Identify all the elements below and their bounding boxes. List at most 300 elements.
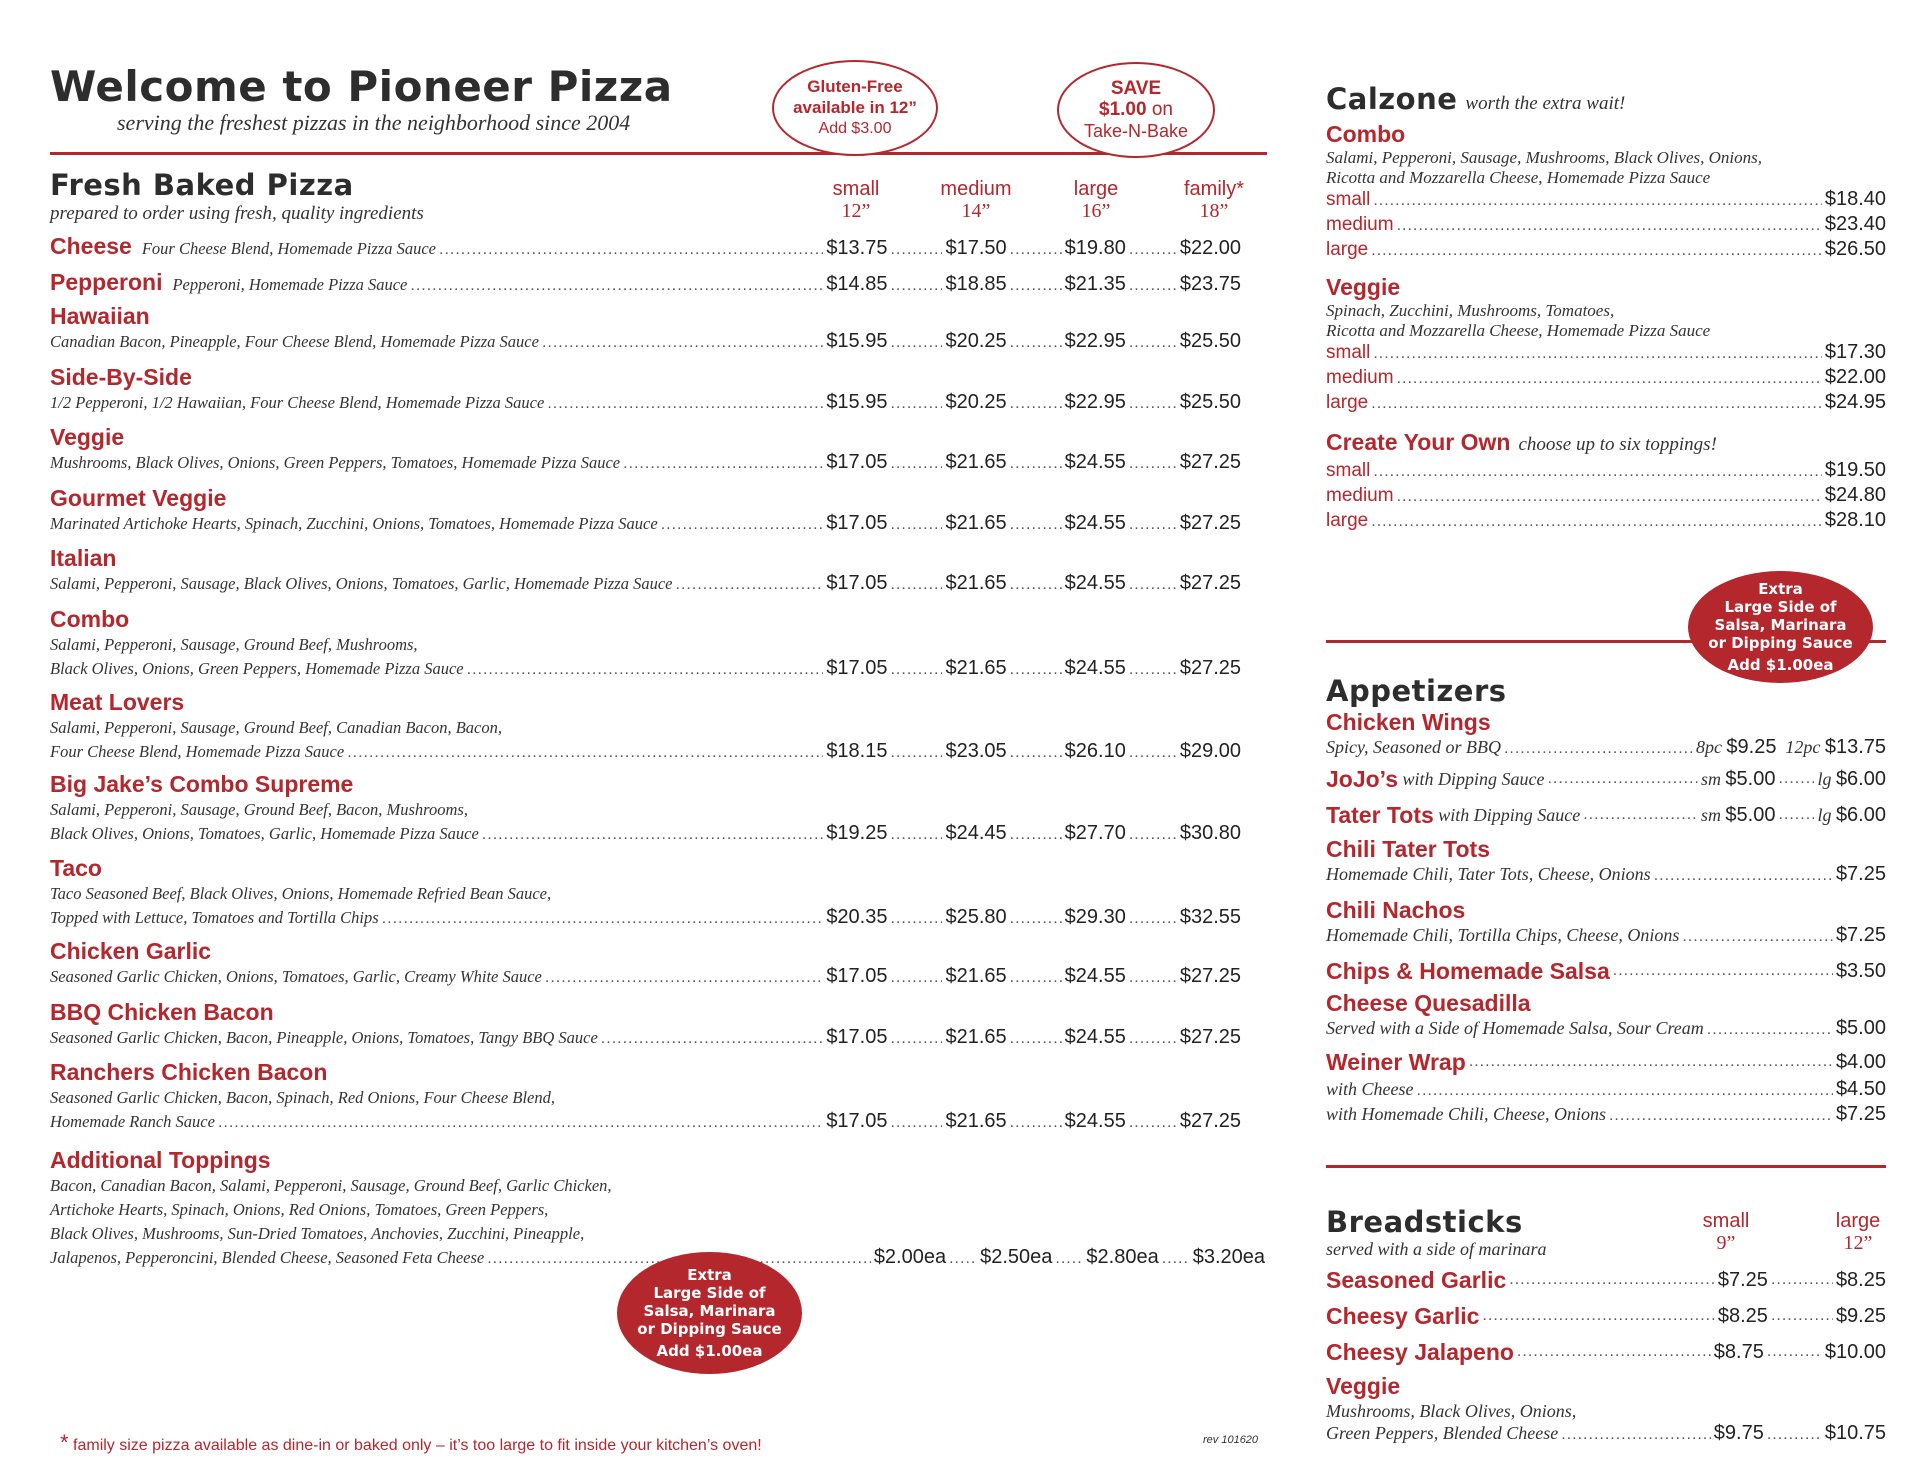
breadsticks-heading: Breadsticks — [1326, 1205, 1523, 1239]
price-medium: $21.65 — [945, 657, 1007, 679]
size-label: medium — [1326, 485, 1394, 506]
leader-dots — [1417, 1082, 1833, 1100]
size-label: small — [1702, 1210, 1750, 1232]
leader-dots — [1129, 395, 1177, 413]
price-large: $10.75 — [1824, 1422, 1886, 1444]
size-label: large — [1326, 239, 1369, 260]
pizza-row — [50, 1110, 1241, 1138]
leader-dots — [1469, 1053, 1833, 1071]
pizza-row — [50, 740, 1241, 768]
pizza-name: Veggie — [50, 424, 125, 450]
appetizer-name: JoJo’s — [1326, 766, 1399, 792]
leader-dots — [1482, 1307, 1714, 1325]
gluten-free-badge — [772, 60, 938, 156]
pizza-desc-line: Salami, Pepperoni, Sausage, Ground Beef, Bacon, Mushrooms, — [50, 800, 468, 819]
breadstick-row — [1326, 1422, 1886, 1447]
size-header-large — [1808, 1210, 1908, 1254]
pizza-item — [50, 484, 1250, 540]
badge-line: Extra — [687, 1266, 732, 1284]
leader-dots — [890, 455, 942, 473]
leader-dots — [1129, 910, 1177, 928]
leader-dots — [890, 1114, 942, 1132]
pizza-item — [50, 232, 1250, 260]
toppings-line: Black Olives, Mushrooms, Sun-Dried Tomatoes, Anchovies, Zucchini, Pineapple, — [50, 1224, 585, 1243]
pizza-name: Cheese — [50, 233, 132, 259]
price-medium: $20.25 — [945, 391, 1007, 413]
qty-label: sm — [1700, 804, 1721, 825]
pizza-desc-line: Taco Seasoned Beef, Black Olives, Onions, Homemade Refried Bean Sauce, — [50, 884, 552, 903]
save-amount: $1.00 — [1099, 99, 1147, 120]
pizza-row — [50, 330, 1241, 358]
calzone-price-row — [1326, 391, 1886, 416]
leader-dots — [1504, 740, 1693, 758]
leader-dots — [1129, 1030, 1177, 1048]
appetizer-name: Chicken Wings — [1326, 709, 1491, 735]
leader-dots — [1767, 1343, 1822, 1361]
pizza-item — [50, 268, 1250, 296]
price-large: $21.35 — [1064, 273, 1126, 295]
price: $5.00 — [1725, 803, 1776, 826]
qty-label: lg — [1817, 768, 1832, 789]
price-medium: $18.85 — [945, 273, 1007, 295]
price: $5.00 — [1835, 1017, 1886, 1039]
size-label: large — [1835, 1210, 1881, 1232]
size-label: large — [1326, 510, 1369, 531]
badge-price: Add $1.00ea — [1727, 656, 1834, 674]
pizza-desc: Black Olives, Onions, Green Peppers, Homemade Pizza Sauce — [50, 659, 464, 678]
appetizer-row — [1326, 736, 1886, 761]
leader-dots — [1129, 455, 1177, 473]
price-small: $19.25 — [826, 822, 888, 844]
size-label: large — [1073, 178, 1119, 200]
appetizer-row — [1326, 1046, 1886, 1078]
price-large: $24.55 — [1064, 512, 1126, 534]
price-large: $9.25 — [1835, 1304, 1886, 1327]
pizza-desc-line: Seasoned Garlic Chicken, Bacon, Spinach, Red Onions, Four Cheese Blend, — [50, 1088, 555, 1107]
calzone-heading — [1326, 82, 1886, 116]
pizza-item — [50, 998, 1250, 1054]
leader-dots — [382, 910, 824, 928]
item-title: Create Your Own — [1326, 429, 1511, 455]
badge-line: Salsa, Marinara — [1714, 616, 1847, 634]
breadstick-name: Veggie — [1326, 1373, 1401, 1399]
price: $4.50 — [1835, 1078, 1886, 1100]
price-family: $25.50 — [1179, 391, 1241, 413]
pizza-row — [50, 451, 1241, 479]
leader-dots — [890, 910, 942, 928]
leader-dots — [218, 1114, 823, 1132]
price-large: $22.95 — [1064, 391, 1126, 413]
pizza-desc: 1/2 Pepperoni, 1/2 Hawaiian, Four Cheese Blend, Homemade Pizza Sauce — [50, 393, 545, 412]
calzone-tagline: worth the extra wait! — [1465, 93, 1626, 114]
leader-dots — [1613, 962, 1833, 980]
appetizers-heading: Appetizers — [1326, 674, 1507, 708]
calzone-item-desc: Ricotta and Mozzarella Cheese, Homemade Pizza Sauce — [1326, 321, 1711, 340]
extra-sauce-badge — [1688, 571, 1873, 683]
leader-dots — [890, 516, 942, 534]
price: $9.25 — [1726, 736, 1777, 758]
price-family: $22.00 — [1179, 237, 1241, 259]
leader-dots — [1010, 516, 1062, 534]
leader-dots — [1010, 576, 1062, 594]
appetizer-tag: with Dipping Sauce — [1438, 804, 1581, 825]
price-small: $13.75 — [826, 237, 888, 259]
appetizers-section — [1326, 674, 1886, 1128]
price: $7.25 — [1835, 863, 1886, 885]
price-family: $23.75 — [1179, 273, 1241, 295]
leader-dots — [1778, 806, 1814, 824]
price-small: $17.05 — [826, 657, 888, 679]
calzone-price-row — [1326, 509, 1886, 534]
leader-dots — [1010, 277, 1062, 295]
price-family: $27.25 — [1179, 1026, 1241, 1048]
leader-dots — [1129, 661, 1177, 679]
breadsticks-sub: served with a side of marinara — [1326, 1239, 1547, 1259]
leader-dots — [1055, 1250, 1083, 1268]
pizza-name: Combo — [50, 606, 130, 632]
leader-dots — [1010, 334, 1062, 352]
toppings-line: Bacon, Canadian Bacon, Salami, Pepperoni, Sausage, Ground Beef, Garlic Chicken, — [50, 1176, 612, 1195]
pizza-name: Ranchers Chicken Bacon — [50, 1059, 328, 1085]
price-large: $22.95 — [1064, 330, 1126, 352]
pizza-section-subheading: prepared to order using fresh, quality ingredients — [50, 203, 424, 224]
save-line1: SAVE — [1110, 78, 1162, 99]
price-large: $24.55 — [1064, 572, 1126, 594]
badge-line: or Dipping Sauce — [1708, 634, 1853, 652]
leader-dots — [1707, 1021, 1833, 1039]
calzone-item-name: Veggie — [1326, 274, 1401, 300]
leader-dots — [1371, 242, 1822, 260]
pizza-name: Taco — [50, 855, 102, 881]
pizza-name: Side-By-Side — [50, 364, 192, 390]
pizza-row — [50, 391, 1241, 419]
size-inches: 9” — [1716, 1232, 1736, 1254]
appetizer-desc: Spicy, Seasoned or BBQ — [1326, 737, 1501, 757]
appetizer-row — [1326, 924, 1886, 949]
price-small: $17.05 — [826, 1026, 888, 1048]
leader-dots — [439, 241, 823, 259]
calzone-price-row — [1326, 188, 1886, 213]
item-tag: choose up to six toppings! — [1518, 434, 1717, 455]
price-family: $27.25 — [1179, 572, 1241, 594]
leader-dots — [1397, 488, 1822, 506]
qty-label: sm — [1700, 768, 1721, 789]
leader-dots — [601, 1030, 824, 1048]
leader-dots — [890, 661, 942, 679]
leader-dots — [1373, 192, 1821, 210]
price-medium: $21.65 — [945, 1110, 1007, 1132]
breadstick-row — [1326, 1298, 1886, 1334]
price: $7.25 — [1835, 924, 1886, 946]
leader-dots — [1771, 1307, 1833, 1325]
pizza-desc: Seasoned Garlic Chicken, Bacon, Pineapple, Onions, Tomatoes, Tangy BBQ Sauce — [50, 1028, 598, 1047]
price-medium: $23.05 — [945, 740, 1007, 762]
pizza-section-heading: Fresh Baked Pizza — [50, 168, 354, 202]
price: $22.00 — [1824, 366, 1886, 388]
appetizer-desc: Homemade Chili, Tortilla Chips, Cheese, Onions — [1326, 925, 1680, 945]
leader-dots — [623, 455, 823, 473]
calzone-price-row — [1326, 238, 1886, 263]
calzone-item-desc: Ricotta and Mozzarella Cheese, Homemade Pizza Sauce — [1326, 168, 1711, 187]
price-medium: $21.65 — [945, 572, 1007, 594]
leader-dots — [1654, 867, 1833, 885]
leader-dots — [890, 969, 942, 987]
leader-dots — [1371, 513, 1822, 531]
leader-dots — [1129, 576, 1177, 594]
gluten-line1: Gluten-Free — [807, 77, 903, 96]
price-small: $14.85 — [826, 273, 888, 295]
calzone-item-name — [1326, 428, 1886, 459]
leader-dots — [1010, 1030, 1062, 1048]
revision-code: rev 101620 — [1203, 1434, 1259, 1446]
pizza-row — [50, 822, 1241, 850]
pizza-item — [50, 937, 1250, 993]
price-small: $17.05 — [826, 1110, 888, 1132]
calzone-item-name: Combo — [1326, 121, 1406, 147]
price-large: $24.55 — [1064, 1110, 1126, 1132]
leader-dots — [542, 334, 823, 352]
page-subtitle: serving the freshest pizzas in the neighborhood since 2004 — [117, 110, 631, 135]
leader-dots — [1561, 1426, 1711, 1444]
pizza-desc: Four Cheese Blend, Homemade Pizza Sauce — [141, 239, 437, 258]
leader-dots — [1010, 395, 1062, 413]
pizza-name: Gourmet Veggie — [50, 485, 227, 511]
pizza-row — [50, 906, 1241, 934]
price-medium: $20.25 — [945, 330, 1007, 352]
leader-dots — [545, 969, 823, 987]
qty-label: lg — [1817, 804, 1832, 825]
pizza-row — [50, 657, 1241, 685]
appetizer-row — [1326, 953, 1886, 989]
breadsticks-list — [1326, 1262, 1886, 1447]
price: $28.10 — [1824, 509, 1886, 531]
breadstick-name: Seasoned Garlic — [1326, 1267, 1507, 1293]
price-family: $27.25 — [1179, 1110, 1241, 1132]
pizza-name: Big Jake’s Combo Supreme — [50, 771, 354, 797]
qty-label: 12pc — [1785, 737, 1821, 757]
calzone-section — [1326, 82, 1886, 534]
size-label: small — [1326, 460, 1371, 481]
toppings-line: Artichoke Hearts, Spinach, Onions, Red Onions, Tomatoes, Green Peppers, — [50, 1200, 549, 1219]
breadstick-row — [1326, 1262, 1886, 1298]
breadstick-name: Cheesy Jalapeno — [1326, 1339, 1514, 1365]
pizza-row — [50, 512, 1241, 540]
page-title: Welcome to Pioneer Pizza — [50, 62, 673, 111]
calzone-price-row — [1326, 484, 1886, 509]
price-small: $17.05 — [826, 965, 888, 987]
price-medium: $24.45 — [945, 822, 1007, 844]
price-small: $18.15 — [826, 740, 888, 762]
pizza-desc: Black Olives, Onions, Tomatoes, Garlic, Homemade Pizza Sauce — [50, 824, 479, 843]
pizza-desc: Mushrooms, Black Olives, Onions, Green Peppers, Tomatoes, Homemade Pizza Sauce — [50, 453, 621, 472]
pizza-name: BBQ Chicken Bacon — [50, 999, 274, 1025]
appetizer-name: Tater Tots — [1326, 802, 1434, 828]
pizza-item — [50, 605, 1250, 685]
price: $6.00 — [1835, 767, 1886, 790]
pizza-desc: Four Cheese Blend, Homemade Pizza Sauce — [50, 742, 345, 761]
price-family: $29.00 — [1179, 740, 1241, 762]
leader-dots — [410, 277, 823, 295]
leader-dots — [347, 744, 823, 762]
pizza-desc-line: Salami, Pepperoni, Sausage, Ground Beef, Mushrooms, — [50, 635, 418, 654]
price: $5.00 — [1725, 767, 1776, 790]
leader-dots — [890, 277, 942, 295]
size-label: small — [1326, 342, 1371, 363]
pizza-desc: Pepperoni, Homemade Pizza Sauce — [172, 275, 408, 294]
leader-dots — [1010, 826, 1062, 844]
appetizer-row — [1326, 1078, 1886, 1103]
price-large: $19.80 — [1064, 237, 1126, 259]
price-large: $27.70 — [1064, 822, 1126, 844]
pizza-item — [50, 1058, 1250, 1138]
leader-dots — [1010, 744, 1062, 762]
price-family: $25.50 — [1179, 330, 1241, 352]
leader-dots — [1162, 1250, 1190, 1268]
price: $24.95 — [1824, 391, 1886, 413]
breadstick-desc: Green Peppers, Blended Cheese — [1326, 1423, 1559, 1443]
calzone-price-row — [1326, 366, 1886, 391]
price-small: $17.05 — [826, 451, 888, 473]
size-label: medium — [1326, 367, 1394, 388]
price: $7.25 — [1835, 1103, 1886, 1125]
toppings-title: Additional Toppings — [50, 1147, 271, 1173]
appetizer-row — [1326, 1017, 1886, 1042]
pizza-row — [50, 232, 1241, 260]
appetizer-name: Chili Nachos — [1326, 897, 1466, 923]
topping-price-family: $3.20ea — [1192, 1246, 1265, 1268]
leader-dots — [1129, 277, 1177, 295]
price-large: $24.55 — [1064, 965, 1126, 987]
price-large: $10.00 — [1824, 1340, 1886, 1363]
pizza-desc: Salami, Pepperoni, Sausage, Black Olives, Onions, Tomatoes, Garlic, Homemade Pizza Sauce — [50, 574, 673, 593]
price-small: $8.75 — [1713, 1340, 1764, 1363]
additional-toppings — [50, 1146, 1265, 1274]
leader-dots — [890, 1030, 942, 1048]
leader-dots — [1517, 1343, 1711, 1361]
price-small: $15.95 — [826, 330, 888, 352]
price-large: $24.55 — [1064, 657, 1126, 679]
size-label: medium — [940, 178, 1012, 200]
pizza-desc-line: Salami, Pepperoni, Sausage, Ground Beef, Canadian Bacon, Bacon, — [50, 718, 503, 737]
leader-dots — [1767, 1426, 1822, 1444]
save-line3: Take-N-Bake — [1083, 121, 1189, 141]
price: $18.40 — [1824, 188, 1886, 210]
price-small: $15.95 — [826, 391, 888, 413]
appetizer-row — [1326, 863, 1886, 888]
leader-dots — [547, 395, 823, 413]
price-medium: $21.65 — [945, 1026, 1007, 1048]
leader-dots — [890, 826, 942, 844]
appetizer-option: with Cheese — [1326, 1079, 1414, 1099]
leader-dots — [1010, 910, 1062, 928]
size-label: small — [832, 178, 880, 200]
leader-dots — [1010, 455, 1062, 473]
price: $17.30 — [1824, 341, 1886, 363]
topping-price-medium: $2.50ea — [980, 1246, 1053, 1268]
footnote-text: family size pizza available as dine-in or baked only – it’s too large to fit inside your kitchen’s oven! — [73, 1437, 762, 1454]
size-inches: 14” — [961, 200, 991, 222]
badge-price: Add $1.00ea — [656, 1342, 763, 1360]
badge-line: or Dipping Sauce — [637, 1320, 782, 1338]
leader-dots — [890, 334, 942, 352]
price: $3.50 — [1835, 959, 1886, 982]
pizza-desc: Canadian Bacon, Pineapple, Four Cheese Blend, Homemade Pizza Sauce — [50, 332, 539, 351]
size-label: family* — [1183, 178, 1244, 200]
size-header-medium — [916, 178, 1036, 222]
leader-dots — [1771, 1271, 1833, 1289]
leader-dots — [1583, 806, 1698, 824]
price-large: $29.30 — [1064, 906, 1126, 928]
size-label: small — [1326, 189, 1371, 210]
size-label: medium — [1326, 214, 1394, 235]
calzone-price-row — [1326, 341, 1886, 366]
badge-line: Extra — [1758, 580, 1803, 598]
leader-dots — [1010, 969, 1062, 987]
topping-price-large: $2.80ea — [1086, 1246, 1159, 1268]
price-small: $8.25 — [1717, 1304, 1768, 1327]
section-divider — [1326, 1165, 1886, 1168]
header-divider — [50, 152, 1267, 155]
pizza-row — [50, 965, 1241, 993]
calzone-price-row — [1326, 213, 1886, 238]
price-large: $24.55 — [1064, 451, 1126, 473]
badge-line: Salsa, Marinara — [643, 1302, 776, 1320]
leader-dots — [890, 744, 942, 762]
price-family: $27.25 — [1179, 512, 1241, 534]
appetizer-name: Chips & Homemade Salsa — [1326, 958, 1610, 984]
appetizer-name: Cheese Quesadilla — [1326, 990, 1531, 1016]
pizza-name: Meat Lovers — [50, 689, 185, 715]
leader-dots — [1682, 928, 1833, 946]
leader-dots — [1010, 241, 1062, 259]
pizza-desc: Marinated Artichoke Hearts, Spinach, Zucchini, Onions, Tomatoes, Homemade Pizza Sauce — [50, 514, 658, 533]
save-on: on — [1146, 99, 1173, 120]
price-medium: $21.65 — [945, 451, 1007, 473]
appetizer-tag: with Dipping Sauce — [1402, 768, 1545, 789]
pizza-item — [50, 423, 1250, 479]
calzone-item-desc: Spinach, Zucchini, Mushrooms, Tomatoes, — [1326, 301, 1615, 320]
price: $13.75 — [1824, 736, 1886, 758]
leader-dots — [1129, 1114, 1177, 1132]
breadstick-name: Cheesy Garlic — [1326, 1303, 1480, 1329]
appetizer-desc: Served with a Side of Homemade Salsa, Sour Cream — [1326, 1018, 1704, 1038]
price-large: $26.10 — [1064, 740, 1126, 762]
leader-dots — [1129, 241, 1177, 259]
pizza-row — [50, 572, 1241, 600]
price-large: $24.55 — [1064, 1026, 1126, 1048]
leader-dots — [1373, 463, 1821, 481]
price-small: $9.75 — [1713, 1422, 1764, 1444]
price-large: $8.25 — [1835, 1268, 1886, 1291]
leader-dots — [1129, 744, 1177, 762]
price: $24.80 — [1824, 484, 1886, 506]
appetizer-name: Chili Tater Tots — [1326, 836, 1490, 862]
appetizer-row — [1326, 761, 1886, 797]
badge-line: Large Side of — [1724, 598, 1837, 616]
calzone-price-row — [1326, 459, 1886, 484]
price-small: $17.05 — [826, 572, 888, 594]
calzone-item-desc: Salami, Pepperoni, Sausage, Mushrooms, Black Olives, Onions, — [1326, 148, 1762, 167]
pizza-row — [50, 1026, 1241, 1054]
breadsticks-section — [1326, 1205, 1886, 1260]
leader-dots — [1547, 770, 1697, 788]
breadstick-row — [1326, 1334, 1886, 1370]
toppings-line: Jalapenos, Pepperoncini, Blended Cheese, Seasoned Feta Cheese — [50, 1248, 485, 1267]
leader-dots — [1609, 1107, 1833, 1125]
badge-line: Large Side of — [653, 1284, 766, 1302]
price-family: $27.25 — [1179, 657, 1241, 679]
appetizer-desc: Homemade Chili, Tater Tots, Cheese, Onions — [1326, 864, 1651, 884]
